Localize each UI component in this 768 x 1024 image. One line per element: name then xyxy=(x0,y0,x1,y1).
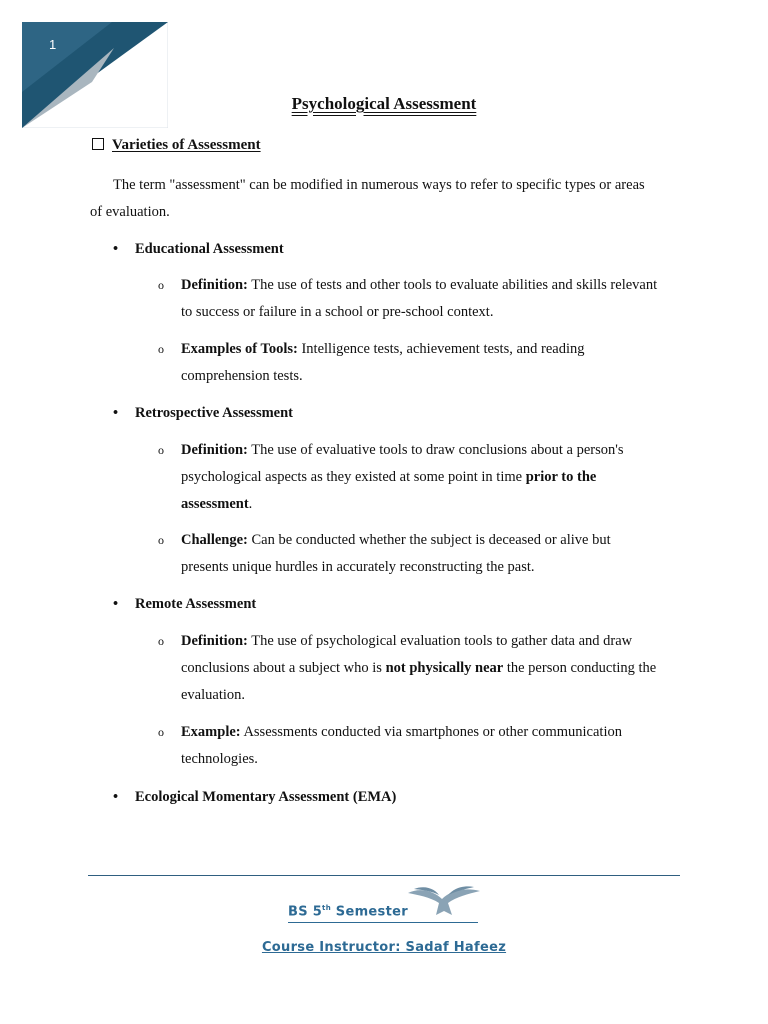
sub-text: comprehension tests. xyxy=(181,368,303,384)
item-heading: Educational Assessment xyxy=(135,241,284,257)
sub-list-item xyxy=(158,437,678,518)
page-number: 1 xyxy=(49,37,57,52)
sub-text: The use of tests and other tools to evaluate abilities and skills relevant xyxy=(251,277,658,293)
sub-label: Definition: xyxy=(181,633,248,649)
circle-bullet-icon: o xyxy=(158,634,164,648)
sub-emphasis: assessment xyxy=(181,496,249,512)
semester-superscript: th xyxy=(322,904,331,912)
page-title: Psychological Assessment xyxy=(291,94,477,113)
sub-text: Intelligence tests, achievement tests, and reading xyxy=(301,341,585,357)
section-heading-text: Varieties of Assessment xyxy=(112,137,261,153)
sub-label: Examples of Tools: xyxy=(181,341,298,357)
circle-bullet-icon: o xyxy=(158,725,164,739)
footer-divider xyxy=(88,875,680,876)
circle-bullet-icon: o xyxy=(158,533,164,547)
sub-text: psychological aspects as they existed at some point in time xyxy=(181,469,526,485)
circle-bullet-icon: o xyxy=(158,342,164,356)
sub-text: to success or failure in a school or pre-school context. xyxy=(181,304,494,320)
semester-text: BS 5 xyxy=(288,904,323,920)
sub-list-item xyxy=(158,628,678,709)
list-item xyxy=(113,784,396,811)
sub-list-item xyxy=(158,272,678,326)
semester-text: Semester xyxy=(330,904,408,920)
sub-list-item xyxy=(158,336,678,390)
sub-text: Assessments conducted via smartphones or other communication xyxy=(243,724,622,740)
sub-label: Example: xyxy=(181,724,241,740)
sub-text: presents unique hurdles in accurately reconstructing the past. xyxy=(181,559,535,575)
sub-text: The use of evaluative tools to draw conclusions about a person's xyxy=(251,442,624,458)
sub-label: Challenge: xyxy=(181,532,248,548)
list-item xyxy=(113,400,293,427)
bullet-icon: • xyxy=(113,789,119,805)
circle-bullet-icon: o xyxy=(158,443,164,457)
sub-list-item xyxy=(158,719,678,773)
sub-text: The use of psychological evaluation tools to gather data and draw xyxy=(251,633,633,649)
footer-instructor: Course Instructor: Sadaf Hafeez xyxy=(261,940,507,955)
item-heading: Remote Assessment xyxy=(135,596,257,612)
sub-emphasis: not physically near xyxy=(385,660,504,676)
sub-text: technologies. xyxy=(181,751,258,767)
bullet-icon: • xyxy=(113,596,119,612)
sub-text: the person conducting the xyxy=(503,660,657,676)
sub-text: evaluation. xyxy=(181,687,246,703)
sub-label: Definition: xyxy=(181,277,248,293)
checkbox-bullet-icon xyxy=(92,138,104,150)
sub-text: Can be conducted whether the subject is deceased or alive but xyxy=(251,532,611,548)
section-heading xyxy=(92,137,261,154)
circle-bullet-icon: o xyxy=(158,278,164,292)
sub-text: conclusions about a subject who is xyxy=(181,660,386,676)
list-item xyxy=(113,236,284,263)
item-heading: Ecological Momentary Assessment (EMA) xyxy=(135,789,397,805)
bullet-icon: • xyxy=(113,241,119,257)
intro-text: of evaluation. xyxy=(90,204,170,220)
footer-semester xyxy=(288,904,408,919)
sub-list-item xyxy=(158,527,678,581)
sub-label: Definition: xyxy=(181,442,248,458)
list-item xyxy=(113,591,256,618)
bird-logo-icon xyxy=(406,885,482,926)
sub-text: . xyxy=(248,496,253,512)
sub-emphasis: prior to the xyxy=(525,469,597,485)
bullet-icon: • xyxy=(113,405,119,421)
intro-text: The term "assessment" can be modified in numerous ways to refer to specific types or areas xyxy=(113,177,645,193)
item-heading: Retrospective Assessment xyxy=(135,405,293,421)
